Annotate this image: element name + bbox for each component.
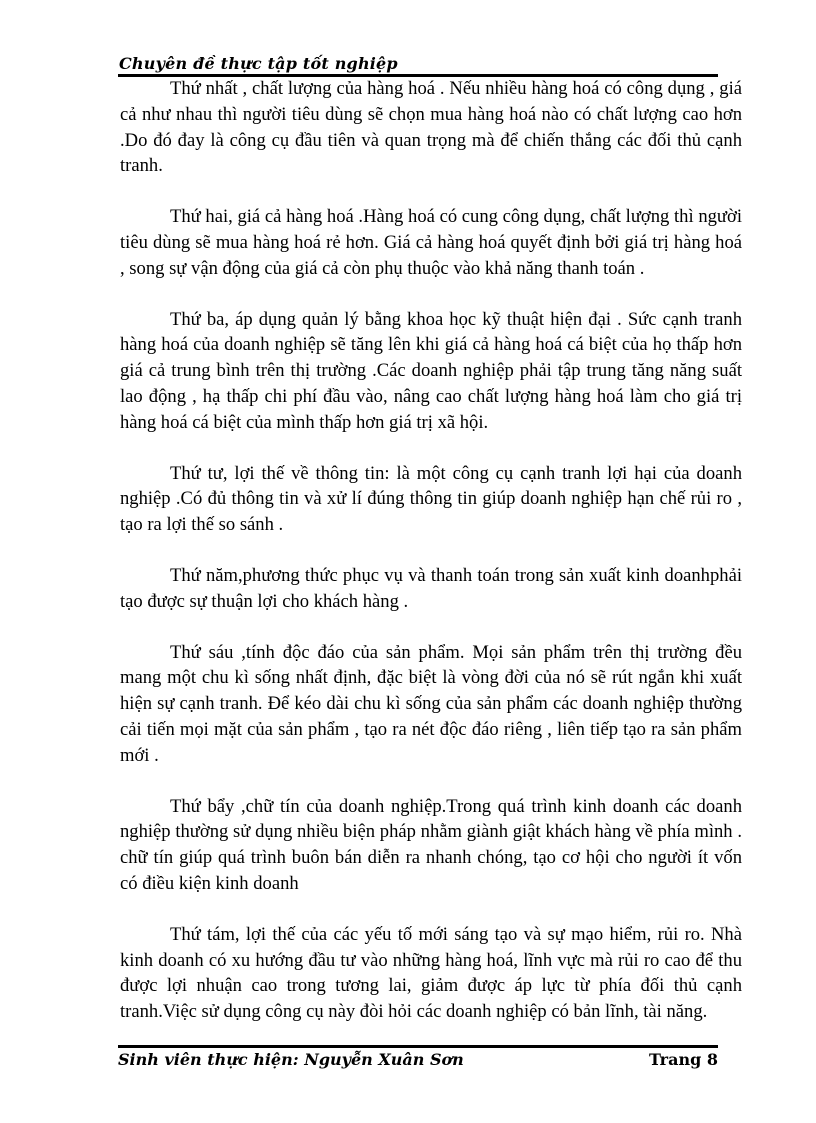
paragraph: Thứ tư, lợi thế về thông tin: là một công cụ cạnh tranh lợi hại của doanh nghiệp .Có đủ thông tin và xử lí đúng thông tin giúp doanh nghiệp hạn chế rủi ro , tạo ra lợi thế so sánh . [120,462,742,536]
document-body [120,76,742,1050]
paragraph: Thứ năm,phương thức phục vụ và thanh toán trong sản xuất kinh doanhphải tạo được sự thuận lợi cho khách hàng . [120,564,742,612]
paragraph: Thứ hai, giá cả hàng hoá .Hàng hoá có cung công dụng, chất lượng thì người tiêu dùng sẽ mua hàng hoá rẻ hơn. Giá cả hàng hoá quyết định bởi giá trị hàng hoá , song sự vận động của giá cả còn phụ thuộc vào khả năng thanh toán . [120,206,742,279]
footer-divider [118,1045,718,1048]
page-number: Trang 8 [648,1050,718,1069]
paragraph: Thứ bẩy ,chữ tín của doanh nghiệp.Trong quá trình kinh doanh các doanh nghiệp thường sử dụng nhiều biện pháp nhằm giành giật khách hàng về phía mình . chữ tín giúp quá trình buôn bán diễn ra nhanh chóng, tạo cơ hội cho người ít vốn có điều kiện kinh doanh [120,795,742,894]
paragraph: Thứ tám, lợi thế của các yếu tố mới sáng tạo và sự mạo hiểm, rủi ro. Nhà kinh doanh có xu hướng đầu tư vào những hàng hoá, lĩnh vực mà rủi ro cao để thu được lợi nhuận cao trong tương lai, giảm được áp lực từ phía đối thủ cạnh tranh.Việc sử dụng công cụ này đòi hỏi các doanh nghiệp có bản lĩnh, tài năng. [120,923,742,1023]
footer-author: Sinh viên thực hiện: Nguyễn Xuân Sơn [118,1050,464,1069]
paragraph: Thứ ba, áp dụng quản lý bằng khoa học kỹ thuật hiện đại . Sức cạnh tranh hàng hoá của doanh nghiệp sẽ tăng lên khi giá cả hàng hoá cá biệt của họ thấp hơn giá cả trung bình trên thị trường .Các doanh nghiệp phải tập trung tăng năng suất lao động , hạ thấp chi phí đầu vào, nâng cao chất lượng hàng hoá làm cho giá trị hàng hoá cá biệt của mình thấp hơn giá trị xã hội. [120,308,742,433]
paragraph: Thứ nhất , chất lượng của hàng hoá . Nếu nhiều hàng hoá có công dụng , giá cả như nhau thì người tiêu dùng sẽ chọn mua hàng hoá nào có chất lượng cao hơn .Do đó đay là công cụ đầu tiên và quan trọng mà để chiến thắng các đối thủ cạnh tranh. [120,78,742,177]
header-title: Chuyên đề thực tập tốt nghiệp [119,54,398,73]
paragraph: Thứ sáu ,tính độc đáo của sản phẩm. Mọi sản phẩm trên thị trường đều mang một chu kì sống nhất định, đặc biệt là vòng đời của nó sẽ rút ngắn khi xuất hiện sự cạnh tranh. Để kéo dài chu kì sống của sản phẩm các doanh nghiệp thường cải tiến mọi mặt của sản phẩm , tạo ra nét độc đáo riêng , liên tiếp tạo ra sản phẩm mới . [120,641,742,766]
